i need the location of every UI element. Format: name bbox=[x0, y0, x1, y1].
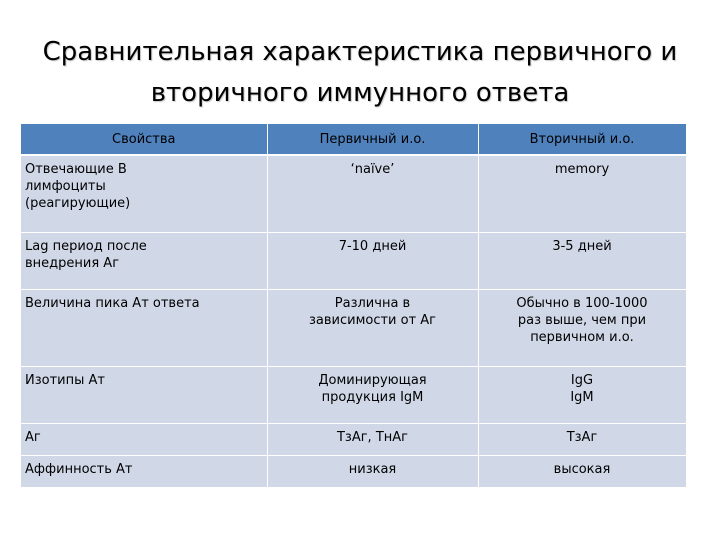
row-secondary-cell bbox=[478, 456, 686, 488]
cell-text: Различна в зависимости от Аг bbox=[308, 296, 437, 328]
table-row bbox=[21, 290, 686, 367]
cell-text: ТзАг bbox=[566, 430, 598, 445]
comparison-table bbox=[21, 124, 687, 488]
row-primary-cell bbox=[267, 367, 478, 424]
table-row bbox=[21, 456, 686, 488]
row-primary-cell bbox=[267, 424, 478, 456]
row-secondary-cell bbox=[478, 290, 686, 367]
cell-text: Доминирующая продукция IgM bbox=[318, 373, 427, 405]
cell-text: Отвечающие В лимфоциты (реагирующие) bbox=[25, 162, 131, 211]
cell-text: низкая bbox=[348, 462, 397, 477]
row-primary-cell bbox=[267, 233, 478, 290]
row-secondary-cell bbox=[478, 367, 686, 424]
header-primary-response: Первичный и.о. bbox=[267, 124, 478, 155]
cell-text: Обычно в 100-1000 раз выше, чем при первичном и.о. bbox=[516, 296, 648, 345]
row-property-cell bbox=[21, 233, 267, 290]
table-row bbox=[21, 155, 686, 233]
row-property-cell bbox=[21, 155, 267, 233]
table-row bbox=[21, 424, 686, 456]
cell-text: Изотипы Ат bbox=[25, 373, 105, 388]
header-properties: Свойства bbox=[21, 124, 267, 155]
row-secondary-cell bbox=[478, 424, 686, 456]
cell-text: 3-5 дней bbox=[552, 239, 612, 254]
cell-text: memory bbox=[554, 162, 610, 177]
cell-text: Lag период после внедрения Аг bbox=[25, 239, 147, 271]
cell-text: Аффинность Ат bbox=[25, 462, 133, 477]
row-primary-cell bbox=[267, 155, 478, 233]
table-header-row bbox=[21, 124, 686, 155]
cell-text: IgG IgM bbox=[570, 373, 594, 405]
table-row bbox=[21, 367, 686, 424]
row-primary-cell bbox=[267, 290, 478, 367]
cell-text: Величина пика Ат ответа bbox=[25, 296, 200, 311]
cell-text: высокая bbox=[553, 462, 611, 477]
row-property-cell bbox=[21, 456, 267, 488]
cell-text: ТзАг, ТнАг bbox=[336, 430, 408, 445]
row-property-cell bbox=[21, 290, 267, 367]
row-secondary-cell bbox=[478, 155, 686, 233]
row-secondary-cell bbox=[478, 233, 686, 290]
cell-text: 7-10 дней bbox=[338, 239, 407, 254]
row-primary-cell bbox=[267, 456, 478, 488]
slide-title: Сравнительная характеристика первичного и вторичного иммунного ответа bbox=[42, 37, 678, 108]
table-row bbox=[21, 233, 686, 290]
cell-text: ‘naïve’ bbox=[350, 162, 395, 177]
cell-text: Аг bbox=[25, 430, 41, 445]
row-property-cell bbox=[21, 367, 267, 424]
row-property-cell bbox=[21, 424, 267, 456]
header-secondary-response: Вторичный и.о. bbox=[478, 124, 686, 155]
